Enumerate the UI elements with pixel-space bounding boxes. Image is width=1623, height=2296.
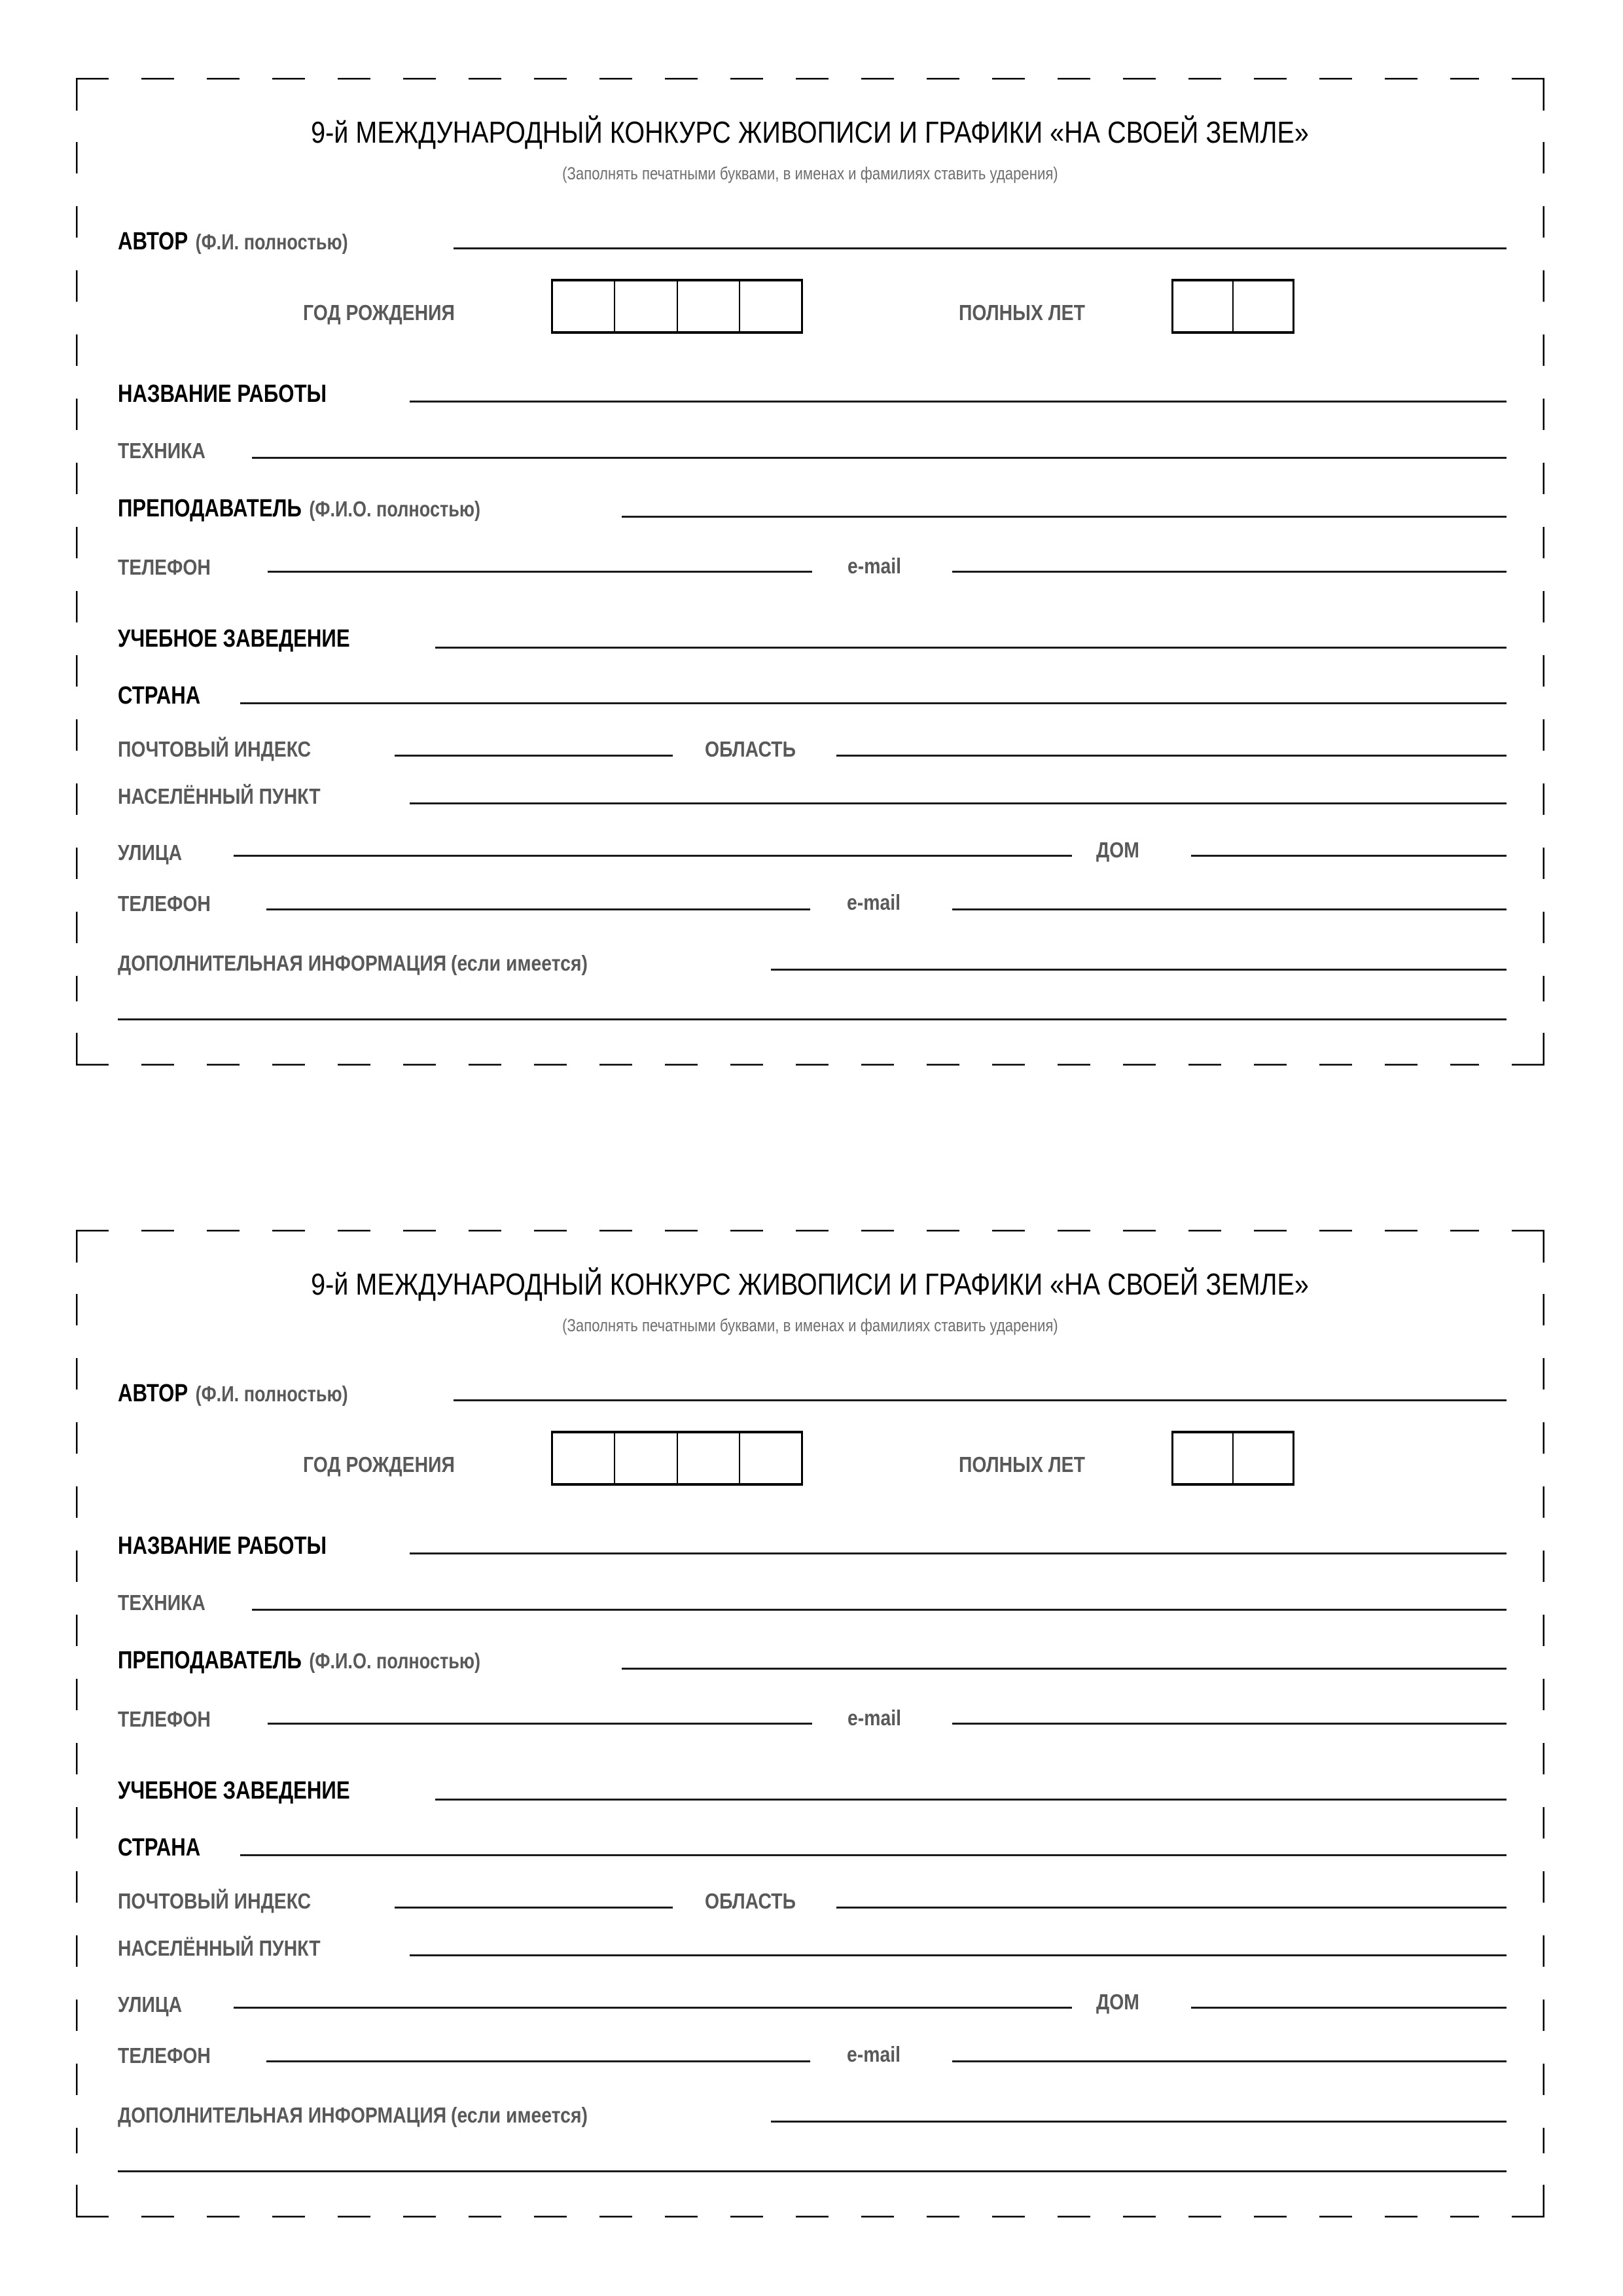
birth-year-label: ГОД РОЖДЕНИЯ: [303, 300, 455, 325]
teacher-email-field[interactable]: [952, 571, 1507, 573]
country-label: СТРАНА: [118, 1834, 201, 1861]
birth-year-label: ГОД РОЖДЕНИЯ: [303, 1452, 455, 1477]
street-field[interactable]: [234, 2007, 1072, 2009]
full-years-digit-1[interactable]: [1173, 1433, 1234, 1483]
technique-field[interactable]: [252, 1609, 1507, 1611]
author-hint: (Ф.И. полностью): [195, 230, 348, 254]
additional-info-label-text: ДОПОЛНИТЕЛЬНАЯ ИНФОРМАЦИЯ: [118, 951, 447, 975]
region-field[interactable]: [836, 755, 1507, 757]
teacher-email-field[interactable]: [952, 1723, 1507, 1725]
institution-field[interactable]: [435, 1799, 1507, 1801]
author-label: [118, 1381, 348, 1406]
country-label: СТРАНА: [118, 682, 201, 709]
birth-year-digit-1[interactable]: [553, 1433, 615, 1483]
full-years-label: ПОЛНЫХ ЛЕТ: [959, 1452, 1085, 1477]
street-field[interactable]: [234, 855, 1072, 857]
institution-field[interactable]: [435, 647, 1507, 649]
entry-form-2: [76, 1230, 1544, 2217]
teacher-phone-label: ТЕЛЕФОН: [118, 555, 211, 579]
additional-info-field-line-2[interactable]: [118, 2170, 1507, 2172]
form-instructions-text: (Заполнять печатными буквами, в именах и фамилиях ставить ударения): [562, 164, 1058, 183]
form-title-text: 9-й МЕЖДУНАРОДНЫЙ КОНКУРС ЖИВОПИСИ И ГРАФИКИ «НА СВОЕЙ ЗЕМЛЕ»: [311, 1267, 1310, 1301]
teacher-phone-label: ТЕЛЕФОН: [118, 1707, 211, 1731]
entry-form-1: [76, 78, 1544, 1066]
form-title: [76, 117, 1544, 147]
institution-email-label: e-mail: [847, 2042, 901, 2066]
birth-year-digit-1[interactable]: [553, 281, 615, 331]
birth-year-boxes: [551, 279, 803, 334]
full-years-boxes: [1171, 279, 1294, 334]
additional-info-label: [118, 952, 588, 974]
institution-email-field[interactable]: [952, 2060, 1507, 2062]
additional-info-field[interactable]: [771, 969, 1507, 971]
full-years-label: ПОЛНЫХ ЛЕТ: [959, 300, 1085, 325]
teacher-email-label: e-mail: [847, 1706, 902, 1730]
teacher-hint: (Ф.И.О. полностью): [309, 497, 480, 521]
birth-year-digit-3[interactable]: [678, 1433, 740, 1483]
region-field[interactable]: [836, 1907, 1507, 1909]
postal-code-field[interactable]: [395, 1907, 673, 1909]
house-label: ДОМ: [1096, 838, 1139, 862]
institution-email-label: e-mail: [847, 890, 901, 914]
birth-year-digit-2[interactable]: [615, 281, 677, 331]
postal-code-label: ПОЧТОВЫЙ ИНДЕКС: [118, 1889, 312, 1913]
additional-info-label: [118, 2104, 588, 2126]
author-hint: (Ф.И. полностью): [195, 1382, 348, 1406]
full-years-digit-2[interactable]: [1234, 281, 1293, 331]
locality-label: НАСЕЛЁННЫЙ ПУНКТ: [118, 1936, 321, 1960]
teacher-hint: (Ф.И.О. полностью): [309, 1649, 480, 1673]
teacher-phone-field[interactable]: [268, 571, 812, 573]
form-title-text: 9-й МЕЖДУНАРОДНЫЙ КОНКУРС ЖИВОПИСИ И ГРАФИКИ «НА СВОЕЙ ЗЕМЛЕ»: [311, 115, 1310, 149]
teacher-field[interactable]: [622, 516, 1507, 518]
technique-label: ТЕХНИКА: [118, 439, 205, 463]
author-label: [118, 229, 348, 254]
author-label-text: АВТОР: [118, 228, 188, 255]
work-title-label: НАЗВАНИЕ РАБОТЫ: [118, 1532, 327, 1560]
birth-year-digit-4[interactable]: [740, 281, 801, 331]
additional-info-field[interactable]: [771, 2121, 1507, 2123]
institution-label: УЧЕБНОЕ ЗАВЕДЕНИЕ: [118, 625, 350, 653]
form-instructions: [76, 165, 1544, 183]
work-title-label: НАЗВАНИЕ РАБОТЫ: [118, 380, 327, 408]
author-label-text: АВТОР: [118, 1380, 188, 1407]
form-instructions: [76, 1317, 1544, 1335]
birth-year-digit-2[interactable]: [615, 1433, 677, 1483]
institution-phone-field[interactable]: [266, 908, 810, 910]
institution-phone-label: ТЕЛЕФОН: [118, 891, 211, 916]
additional-info-field-line-2[interactable]: [118, 1018, 1507, 1020]
teacher-label: [118, 1648, 480, 1673]
birth-year-digit-3[interactable]: [678, 281, 740, 331]
country-field[interactable]: [240, 1854, 1507, 1856]
postal-code-label: ПОЧТОВЫЙ ИНДЕКС: [118, 737, 312, 761]
full-years-boxes: [1171, 1431, 1294, 1486]
technique-field[interactable]: [252, 457, 1507, 459]
additional-info-hint: (если имеется): [451, 951, 588, 975]
work-title-field[interactable]: [410, 1552, 1507, 1554]
street-label: УЛИЦА: [118, 840, 183, 865]
form-title: [76, 1269, 1544, 1299]
additional-info-label-text: ДОПОЛНИТЕЛЬНАЯ ИНФОРМАЦИЯ: [118, 2103, 447, 2127]
locality-label: НАСЕЛЁННЫЙ ПУНКТ: [118, 784, 321, 808]
additional-info-hint: (если имеется): [451, 2103, 588, 2127]
street-label: УЛИЦА: [118, 1992, 183, 2017]
birth-year-digit-4[interactable]: [740, 1433, 801, 1483]
locality-field[interactable]: [410, 802, 1507, 804]
institution-label: УЧЕБНОЕ ЗАВЕДЕНИЕ: [118, 1777, 350, 1804]
full-years-digit-1[interactable]: [1173, 281, 1234, 331]
work-title-field[interactable]: [410, 401, 1507, 403]
locality-field[interactable]: [410, 1954, 1507, 1956]
technique-label: ТЕХНИКА: [118, 1590, 205, 1615]
house-field[interactable]: [1191, 855, 1507, 857]
teacher-label-text: ПРЕПОДАВАТЕЛЬ: [118, 1647, 302, 1674]
teacher-label: [118, 496, 480, 521]
region-label: ОБЛАСТЬ: [705, 1889, 796, 1913]
country-field[interactable]: [240, 702, 1507, 704]
form-instructions-text: (Заполнять печатными буквами, в именах и фамилиях ставить ударения): [562, 1316, 1058, 1335]
teacher-label-text: ПРЕПОДАВАТЕЛЬ: [118, 495, 302, 522]
teacher-field[interactable]: [622, 1668, 1507, 1670]
teacher-email-label: e-mail: [847, 554, 902, 578]
region-label: ОБЛАСТЬ: [705, 737, 796, 761]
institution-phone-label: ТЕЛЕФОН: [118, 2043, 211, 2068]
institution-email-field[interactable]: [952, 908, 1507, 910]
birth-year-boxes: [551, 1431, 803, 1486]
full-years-digit-2[interactable]: [1234, 1433, 1293, 1483]
teacher-phone-field[interactable]: [268, 1723, 812, 1725]
author-field[interactable]: [454, 1399, 1507, 1401]
institution-phone-field[interactable]: [266, 2060, 810, 2062]
author-field[interactable]: [454, 247, 1507, 249]
postal-code-field[interactable]: [395, 755, 673, 757]
house-label: ДОМ: [1096, 1990, 1139, 2014]
house-field[interactable]: [1191, 2007, 1507, 2009]
